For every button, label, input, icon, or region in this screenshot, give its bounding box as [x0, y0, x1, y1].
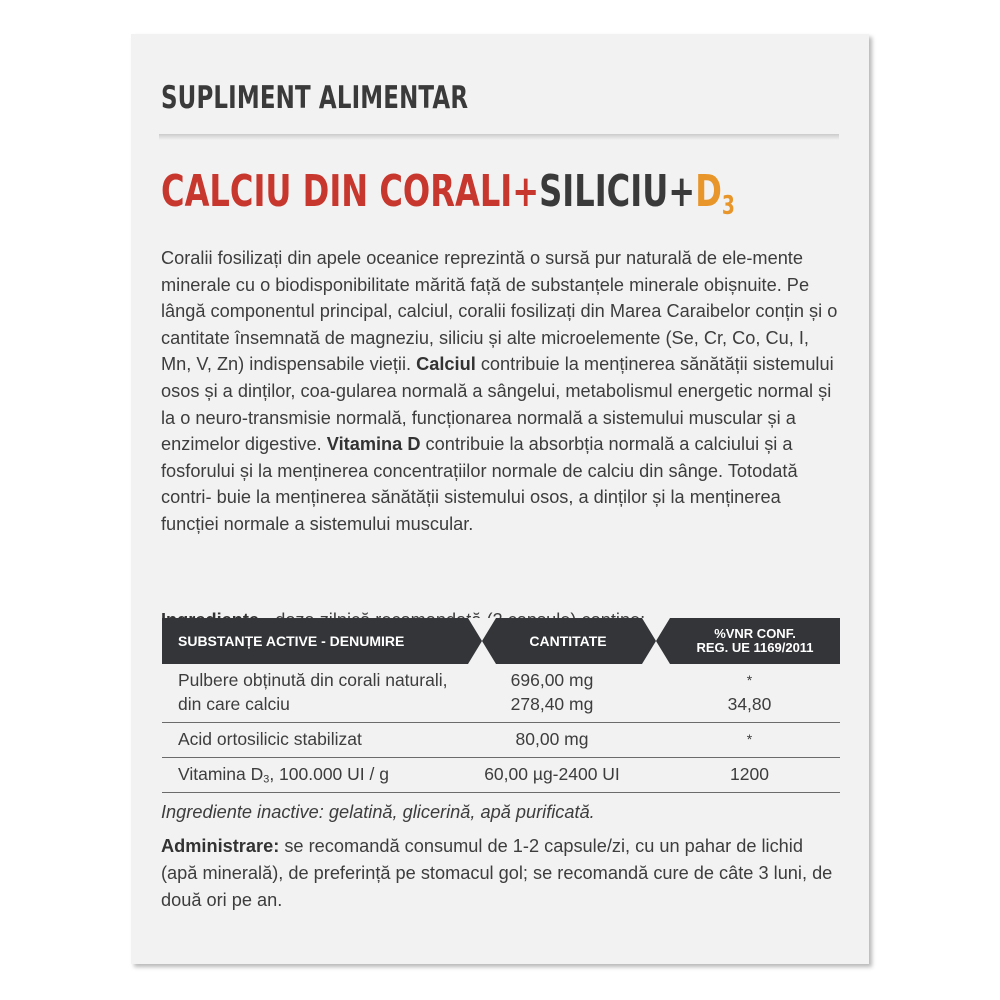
table-row [162, 723, 840, 758]
header-vnr-line1: %VNR CONF. [714, 626, 796, 641]
description-paragraph [161, 245, 843, 538]
header-quantity: CANTITATE [529, 633, 607, 649]
inactive-ingredients: Ingrediente inactive: gelatină, glicerină, apă purificată. [161, 802, 595, 822]
ingredient-quantity: 80,00 mg [515, 729, 589, 749]
header-notch [468, 618, 496, 641]
header-notch [642, 641, 670, 664]
ingredient-quantity: 60,00 µg-2400 UI [484, 764, 620, 784]
vitamin-d-label: Vitamina D [326, 434, 421, 455]
administration-paragraph [161, 833, 843, 914]
product-info-card [131, 34, 869, 964]
ingredient-vnr [662, 668, 837, 716]
ingredient-name-suffix: , 100.000 UI / g [269, 764, 389, 784]
administration-label: Administrare: [161, 836, 280, 856]
table-header [162, 618, 840, 664]
vnr-line: * [746, 672, 753, 688]
calcium-description: contribuie la menținerea sănătății sistemului osos și a dinților, coa-gularea normală a sângelui, metabolismul energetic normal și la o neuro-transmisie normală, funcționarea normală a sistemului muscular și a enzimelor digestive. [161, 354, 834, 455]
ingredient-name-line: din care calciu [178, 694, 290, 714]
header-active-substances: SUBSTANȚE ACTIVE - DENUMIRE [178, 633, 405, 649]
calcium-label: Calciul [416, 354, 476, 375]
vnr-line: 34,80 [727, 694, 772, 714]
description-intro: Coralii fosilizați din apele oceanice reprezintă o sursă pur naturală de ele-mente minerale cu o biodisponibilitate mărită față de substanțele minerale obișnuite. Pe lângă componentul principal, calciul, coralii fosilizați din Marea Caraibelor conțin și o cantitate însemnată de magneziu, siliciu și alte microelemente (Se, Cr, Co, Cu, I, Mn, V, Zn) indispensabile vieții. [161, 248, 838, 375]
ingredient-quantity [467, 668, 637, 716]
ingredient-vnr: * [746, 731, 753, 747]
administration-text: se recomandă consumul de 1-2 capsule/zi, cu un pahar de lichid (apă minerală), de preferință pe stomacul gol; se recomandă cure de câte 3 luni, de două ori pe an. [161, 836, 833, 910]
title-vitamin-letter: D [695, 166, 722, 217]
supplement-label: SUPLIMENT ALIMENTAR [161, 80, 469, 116]
title-calcium: CALCIU DIN CORALI+ [161, 166, 540, 217]
ingredient-name-prefix: Vitamina D [178, 764, 264, 784]
ingredient-name [178, 762, 389, 786]
ingredient-name: Acid ortosilicic stabilizat [178, 729, 362, 749]
header-vnr [670, 618, 840, 664]
ingredient-vnr: 1200 [730, 764, 769, 784]
header-notch [468, 641, 496, 664]
title-vitamin-d [695, 166, 735, 222]
table-row [162, 664, 840, 723]
title-silicon: SILICIU+ [539, 166, 696, 217]
header-vnr-line2: REG. UE 1169/2011 [696, 640, 814, 655]
title-vitamin-subscript: 3 [721, 191, 735, 222]
vitamin-d-description: contribuie la absorbția normală a calciului și a fosforului și la menținerea concentrațiilor normale de calciu din sânge. Totodată contri- buie la menținerea sănătății sistemului osos, a dinților și la menținerea funcției normale a sistemului muscular. [161, 434, 798, 534]
product-title [161, 166, 735, 222]
ingredient-name [178, 668, 447, 716]
table-row [162, 758, 840, 793]
header-divider [159, 134, 839, 140]
ingredient-name-line: Pulbere obținută din corali naturali, [178, 670, 448, 690]
header-notch [642, 618, 670, 641]
ingredients-table [162, 664, 840, 793]
ingredient-name-subscript: 3 [263, 773, 270, 786]
quantity-line: 278,40 mg [510, 694, 594, 714]
quantity-line: 696,00 mg [510, 670, 594, 690]
